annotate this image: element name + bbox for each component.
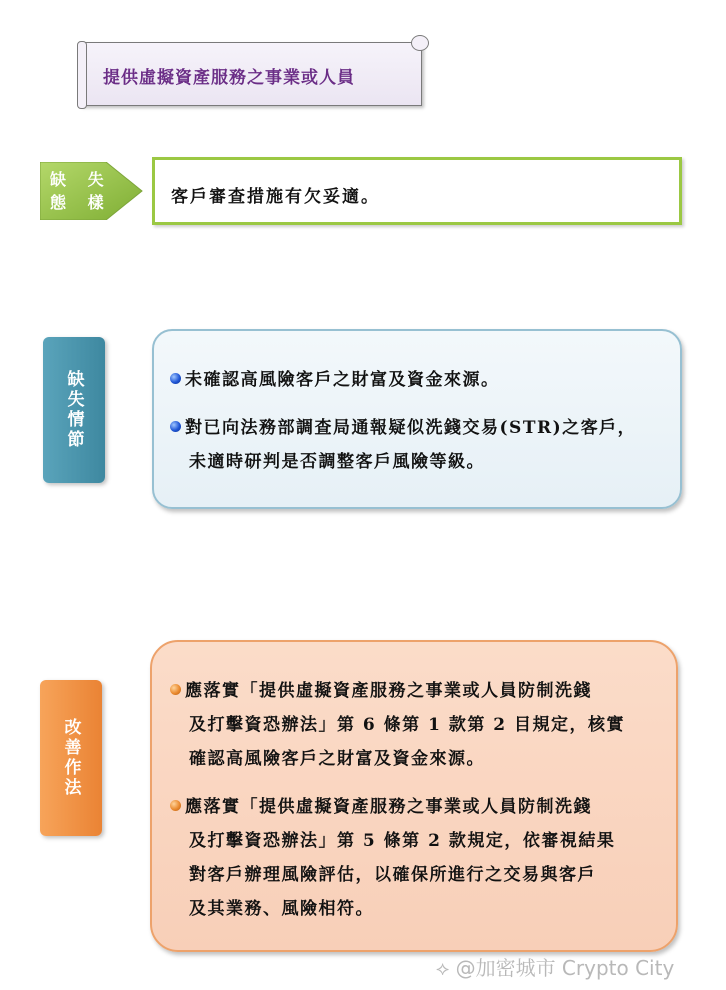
scroll-roll-left	[77, 41, 87, 109]
page-title: 提供虛擬資產服務之事業或人員	[103, 68, 355, 88]
title-banner	[80, 42, 422, 106]
watermark-text: 加密城市 Crypto City	[475, 956, 675, 980]
watermark-logo-icon: ⟡ @	[436, 956, 476, 980]
scroll-roll-right	[411, 35, 429, 51]
improvement-item-1-line2: 及打擊資恐辦法」第 6 條第 1 款第 2 目規定，核實	[189, 715, 625, 735]
watermark	[436, 952, 674, 981]
deficiency-item-2-line2: 未適時研判是否調整客戶風險等級。	[189, 452, 485, 472]
list-item	[170, 363, 500, 397]
deficiency-item-1-line1: 未確認高風險客戶之財富及資金來源。	[185, 370, 500, 390]
improvement-item-1-line1: 應落實「提供虛擬資產服務之事業或人員防制洗錢	[185, 681, 592, 701]
orange-bullet-icon	[170, 684, 181, 695]
blue-bullet-icon	[170, 373, 181, 384]
list-item	[170, 674, 625, 776]
blue-bullet-icon	[170, 421, 181, 432]
improvement-item-2-line3: 對客戶辦理風險評估，以確保所進行之交易與客戶	[189, 865, 596, 885]
improvement-box	[150, 640, 678, 952]
pattern-text: 客戶審查措施有欠妥適。	[171, 187, 380, 207]
list-item	[170, 411, 636, 479]
deficiency-tab: 缺失情節	[43, 337, 105, 483]
improvement-item-1-line3: 確認高風險客戶之財富及資金來源。	[189, 749, 485, 769]
improvement-item-2-line2: 及打擊資恐辦法」第 5 條第 2 款規定，依審視結果	[189, 831, 616, 851]
pattern-box	[152, 157, 682, 225]
deficiency-item-2-line1: 對已向法務部調查局通報疑似洗錢交易(STR)之客戶，	[185, 418, 637, 438]
improvement-tab: 改善作法	[40, 680, 102, 836]
list-item	[170, 790, 615, 926]
deficiency-box	[152, 329, 682, 509]
improvement-item-2-line1: 應落實「提供虛擬資產服務之事業或人員防制洗錢	[185, 797, 592, 817]
pattern-label-line1: 缺 失	[50, 170, 112, 189]
orange-bullet-icon	[170, 800, 181, 811]
pattern-label-arrow	[40, 162, 144, 220]
pattern-label	[50, 168, 112, 214]
improvement-item-2-line4: 及其業務、風險相符。	[189, 899, 374, 919]
pattern-label-line2: 態 樣	[50, 193, 112, 212]
